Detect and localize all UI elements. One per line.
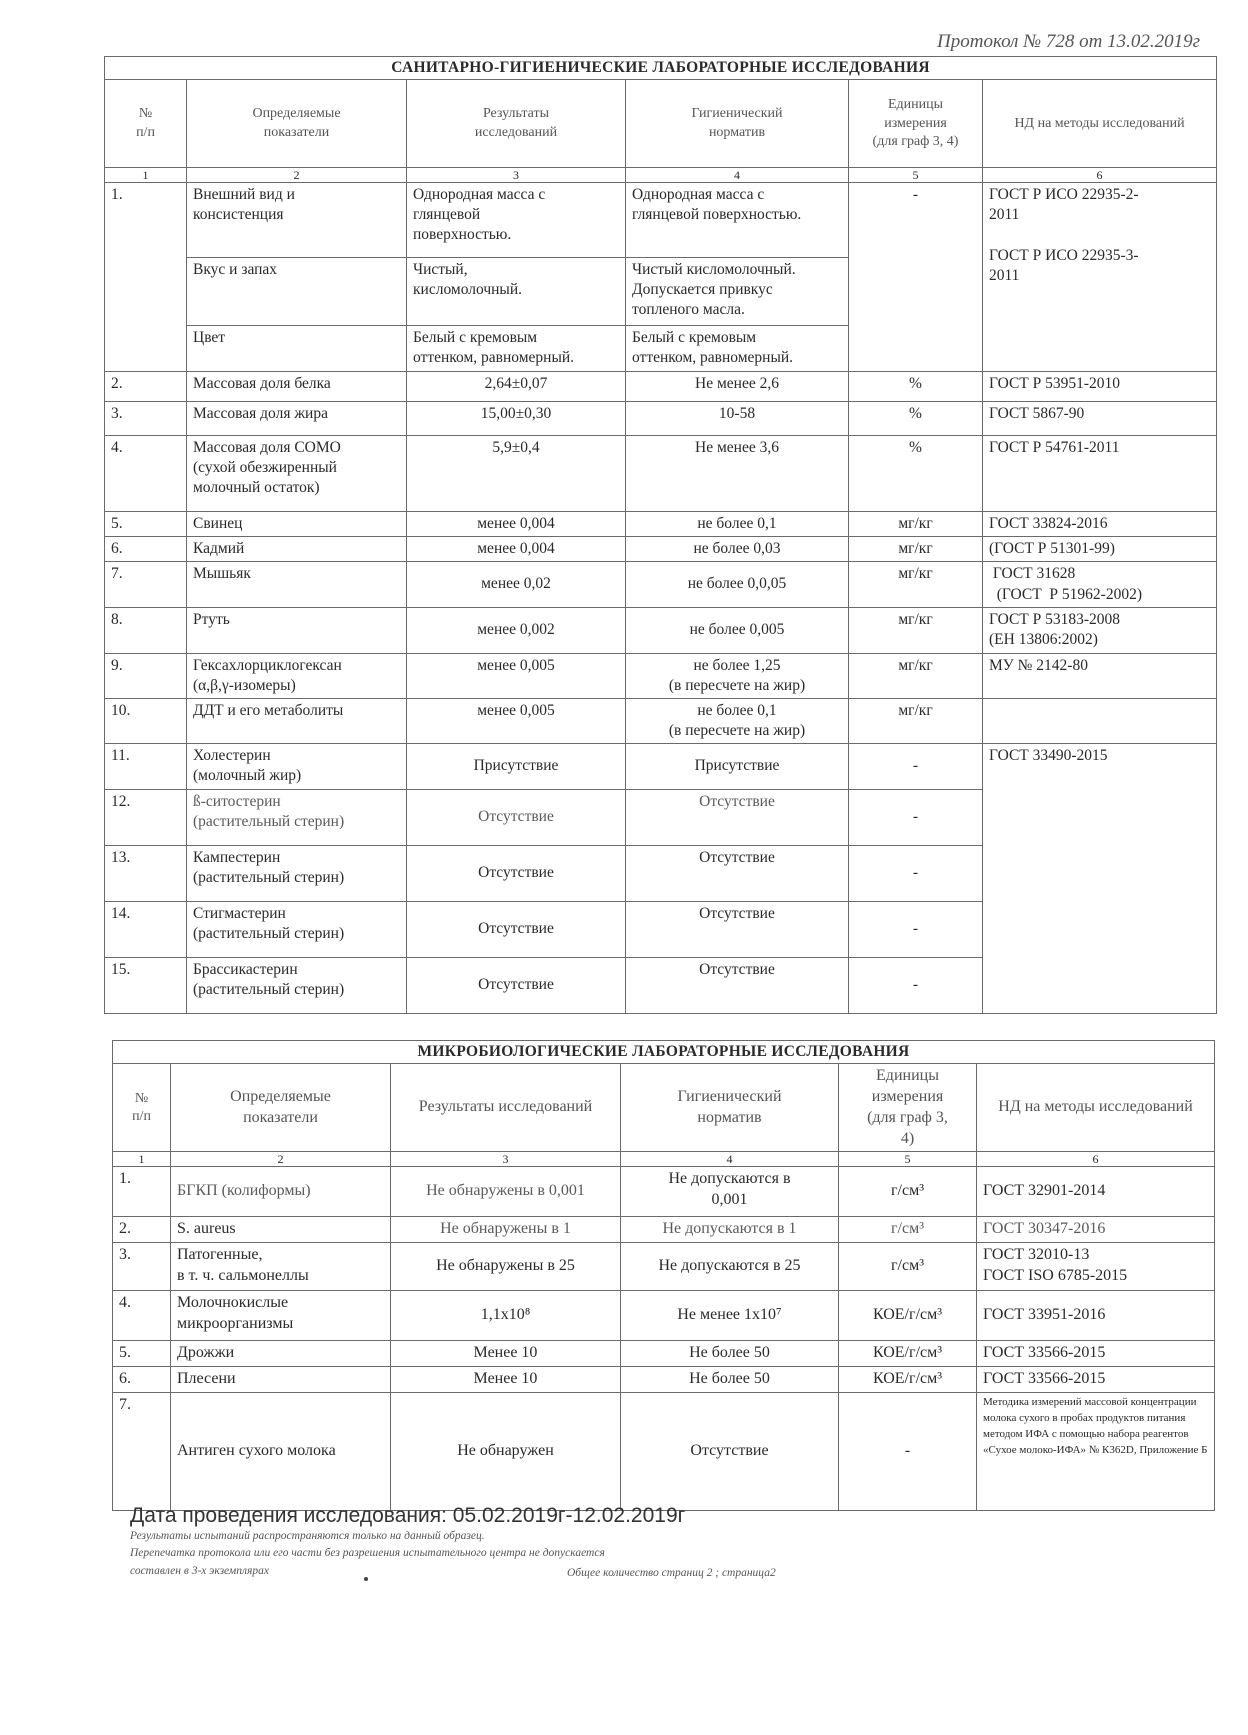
result-cell: Белый с кремовым оттенком, равномерный. (407, 326, 626, 372)
unit-cell: мг/кг (849, 512, 983, 537)
result-cell: менее 0,002 (407, 607, 626, 653)
row-number: 1. (105, 183, 187, 372)
result-cell: Не обнаружены в 0,001 (391, 1167, 621, 1217)
result-cell: менее 0,02 (407, 562, 626, 607)
col-number: 5 (849, 168, 983, 183)
row-number: 11. (105, 744, 187, 789)
indicator-cell: Патогенные, в т. ч. сальмонеллы (171, 1243, 391, 1291)
indicator-cell: Массовая доля белка (187, 372, 407, 402)
unit-cell: - (849, 845, 983, 901)
indicator-cell: Свинец (187, 512, 407, 537)
row-number: 1. (113, 1167, 171, 1217)
unit-cell: - (849, 957, 983, 1013)
row-number: 5. (113, 1341, 171, 1367)
unit-cell: г/см³ (839, 1217, 977, 1243)
col-header-unit: Единицы измерения (для граф 3, 4) (849, 80, 983, 168)
unit-cell: - (849, 744, 983, 789)
unit-cell: мг/кг (849, 698, 983, 743)
col-number: 1 (105, 168, 187, 183)
col-number: 3 (407, 168, 626, 183)
result-cell: Не обнаружен (391, 1392, 621, 1510)
col-header-result: Результаты исследований (407, 80, 626, 168)
sanitary-table (104, 56, 1217, 1014)
row-number: 3. (105, 402, 187, 436)
unit-cell: % (849, 372, 983, 402)
row-number: 2. (105, 372, 187, 402)
unit-cell: мг/кг (849, 653, 983, 698)
method-cell: ГОСТ 33951-2016 (977, 1291, 1215, 1341)
footer-note: составлен в 3-х экземплярах (130, 1564, 269, 1577)
row-number: 7. (105, 562, 187, 607)
norm-cell: 10-58 (626, 402, 849, 436)
row-number: 2. (113, 1217, 171, 1243)
norm-cell: Не допускаются в 25 (621, 1243, 839, 1291)
norm-cell: Не более 50 (621, 1341, 839, 1367)
method-cell: ГОСТ 5867-90 (983, 402, 1217, 436)
norm-cell: не более 0,03 (626, 537, 849, 562)
indicator-cell: Массовая доля жира (187, 402, 407, 436)
norm-cell: не более 0,1 (626, 512, 849, 537)
unit-cell: - (849, 901, 983, 957)
result-cell: менее 0,005 (407, 653, 626, 698)
table-row (105, 607, 1217, 653)
unit-cell: мг/кг (849, 607, 983, 653)
method-cell: ГОСТ 33824-2016 (983, 512, 1217, 537)
method-cell: ГОСТ 32010-13 ГОСТ ISO 6785-2015 (977, 1243, 1215, 1291)
table-row (113, 1167, 1215, 1217)
col-number: 6 (983, 168, 1217, 183)
table-row (105, 698, 1217, 743)
result-cell: Отсутствие (407, 789, 626, 845)
row-number: 7. (113, 1392, 171, 1510)
norm-cell: не более 1,25 (в пересчете на жир) (626, 653, 849, 698)
unit-cell: - (849, 789, 983, 845)
unit-cell: мг/кг (849, 562, 983, 607)
unit-cell: - (839, 1392, 977, 1510)
indicator-cell: S. aureus (171, 1217, 391, 1243)
indicator-cell: ß-ситостерин (растительный стерин) (187, 789, 407, 845)
method-cell: ГОСТ Р 53183-2008 (ЕН 13806:2002) (983, 607, 1217, 653)
result-cell: 1,1x10⁸ (391, 1291, 621, 1341)
protocol-number: Протокол № 728 от 13.02.2019г (937, 31, 1200, 52)
result-cell: Менее 10 (391, 1341, 621, 1367)
research-date: Дата проведения исследования: 05.02.2019г-12.02.2019г (130, 1504, 686, 1527)
table-row (113, 1243, 1215, 1291)
table-row (105, 562, 1217, 607)
col-number: 2 (171, 1152, 391, 1167)
page-count: Общее количество страниц 2 ; страница2 (567, 1567, 776, 1579)
norm-cell: Не менее 3,6 (626, 436, 849, 512)
result-cell: Однородная масса с глянцевой поверхностью. (407, 183, 626, 258)
norm-cell: Отсутствие (626, 845, 849, 901)
unit-cell: % (849, 436, 983, 512)
unit-cell: КОЕ/г/см³ (839, 1291, 977, 1341)
indicator-cell: Гексахлорциклогексан (α,β,γ-изомеры) (187, 653, 407, 698)
col-header-number: № п/п (113, 1064, 171, 1152)
table-row (105, 744, 1217, 789)
method-cell: ГОСТ 33566-2015 (977, 1341, 1215, 1367)
method-cell: МУ № 2142-80 (983, 653, 1217, 698)
unit-cell: г/см³ (839, 1167, 977, 1217)
result-cell: менее 0,005 (407, 698, 626, 743)
indicator-cell: Кампестерин (растительный стерин) (187, 845, 407, 901)
row-number: 4. (113, 1291, 171, 1341)
footer-note: Результаты испытаний распространяются только на данный образец. (130, 1530, 485, 1542)
table-row (113, 1366, 1215, 1392)
table-row (105, 537, 1217, 562)
method-cell: ГОСТ 31628 (ГОСТ Р 51962-2002) (983, 562, 1217, 607)
row-number: 5. (105, 512, 187, 537)
norm-cell: Не допускаются в 0,001 (621, 1167, 839, 1217)
result-cell: Чистый, кисломолочный. (407, 258, 626, 326)
indicator-cell: Дрожжи (171, 1341, 391, 1367)
indicator-cell: Массовая доля СОМО (сухой обезжиренный молочный остаток) (187, 436, 407, 512)
norm-cell: Отсутствие (621, 1392, 839, 1510)
result-cell: менее 0,004 (407, 537, 626, 562)
table-row (113, 1341, 1215, 1367)
sanitary-title: САНИТАРНО-ГИГИЕНИЧЕСКИЕ ЛАБОРАТОРНЫЕ ИССЛЕДОВАНИЯ (105, 57, 1217, 80)
unit-cell: г/см³ (839, 1243, 977, 1291)
result-cell: 15,00±0,30 (407, 402, 626, 436)
indicator-cell: Стигмастерин (растительный стерин) (187, 901, 407, 957)
result-cell: Присутствие (407, 744, 626, 789)
col-header-unit: Единицы измерения (для граф 3, 4) (839, 1064, 977, 1152)
method-cell: ГОСТ 32901-2014 (977, 1167, 1215, 1217)
row-number: 6. (105, 537, 187, 562)
norm-cell: Присутствие (626, 744, 849, 789)
method-cell: ГОСТ 33566-2015 (977, 1366, 1215, 1392)
indicator-cell: Антиген сухого молока (171, 1392, 391, 1510)
table-row (113, 1392, 1215, 1510)
col-number: 4 (621, 1152, 839, 1167)
col-number: 4 (626, 168, 849, 183)
row-number: 15. (105, 957, 187, 1013)
norm-cell: Не допускаются в 1 (621, 1217, 839, 1243)
norm-cell: Отсутствие (626, 901, 849, 957)
row-number: 9. (105, 653, 187, 698)
footer-note: Перепечатка протокола или его части без разрешения испытательного центра не допускается (130, 1547, 605, 1560)
table-row (105, 183, 1217, 258)
result-cell: Отсутствие (407, 845, 626, 901)
scan-speck (364, 1577, 368, 1581)
norm-cell: не более 0,005 (626, 607, 849, 653)
row-number: 6. (113, 1366, 171, 1392)
indicator-cell: Молочнокислые микроорганизмы (171, 1291, 391, 1341)
method-cell: Методика измерений массовой концентрации молока сухого в пробах продуктов питания методом ИФА с помощью набора реагентов «Сухое молоко-ИФА» № К362D, Приложение Б (977, 1392, 1215, 1510)
indicator-cell: Кадмий (187, 537, 407, 562)
row-number: 8. (105, 607, 187, 653)
norm-cell: Чистый кисломолочный. Допускается привкус топленого масла. (626, 258, 849, 326)
table-row (105, 436, 1217, 512)
result-cell: Не обнаружены в 1 (391, 1217, 621, 1243)
method-cell: ГОСТ 30347-2016 (977, 1217, 1215, 1243)
col-number: 1 (113, 1152, 171, 1167)
result-cell: 2,64±0,07 (407, 372, 626, 402)
unit-cell: КОЕ/г/см³ (839, 1341, 977, 1367)
table-row (113, 1291, 1215, 1341)
micro-table (112, 1040, 1215, 1511)
method-cell: ГОСТ Р ИСО 22935-2- 2011 ГОСТ Р ИСО 22935-3- 2011 (983, 183, 1217, 372)
col-number: 5 (839, 1152, 977, 1167)
result-cell: Менее 10 (391, 1366, 621, 1392)
row-number: 4. (105, 436, 187, 512)
table-row (105, 512, 1217, 537)
indicator-cell: Брассикастерин (растительный стерин) (187, 957, 407, 1013)
col-header-norm: Гигиенический норматив (626, 80, 849, 168)
norm-cell: Отсутствие (626, 789, 849, 845)
unit-cell: % (849, 402, 983, 436)
indicator-cell: Ртуть (187, 607, 407, 653)
method-cell: (ГОСТ Р 51301-99) (983, 537, 1217, 562)
col-header-method: НД на методы исследований (977, 1064, 1215, 1152)
unit-cell: мг/кг (849, 537, 983, 562)
unit-cell: - (849, 183, 983, 372)
col-number: 3 (391, 1152, 621, 1167)
col-header-result: Результаты исследований (391, 1064, 621, 1152)
method-cell: ГОСТ 33490-2015 (983, 744, 1217, 1013)
indicator-cell: Мышьяк (187, 562, 407, 607)
table-row (105, 372, 1217, 402)
result-cell: Отсутствие (407, 957, 626, 1013)
result-cell: менее 0,004 (407, 512, 626, 537)
norm-cell: Однородная масса с глянцевой поверхностью. (626, 183, 849, 258)
col-number: 6 (977, 1152, 1215, 1167)
row-number: 10. (105, 698, 187, 743)
col-number: 2 (187, 168, 407, 183)
norm-cell: Не менее 2,6 (626, 372, 849, 402)
indicator-cell: Холестерин (молочный жир) (187, 744, 407, 789)
col-header-method: НД на методы исследований (983, 80, 1217, 168)
unit-cell: КОЕ/г/см³ (839, 1366, 977, 1392)
row-number: 14. (105, 901, 187, 957)
indicator-cell: ДДТ и его метаболиты (187, 698, 407, 743)
table-row (113, 1217, 1215, 1243)
norm-cell: не более 0,0,05 (626, 562, 849, 607)
row-number: 12. (105, 789, 187, 845)
col-header-norm: Гигиенический норматив (621, 1064, 839, 1152)
col-header-number: № п/п (105, 80, 187, 168)
table-row (105, 402, 1217, 436)
indicator-cell: Плесени (171, 1366, 391, 1392)
norm-cell: Белый с кремовым оттенком, равномерный. (626, 326, 849, 372)
result-cell: Отсутствие (407, 901, 626, 957)
method-cell: ГОСТ Р 53951-2010 (983, 372, 1217, 402)
method-cell (983, 698, 1217, 743)
norm-cell: Не более 50 (621, 1366, 839, 1392)
norm-cell: Отсутствие (626, 957, 849, 1013)
method-cell: ГОСТ Р 54761-2011 (983, 436, 1217, 512)
result-cell: 5,9±0,4 (407, 436, 626, 512)
row-number: 13. (105, 845, 187, 901)
row-number: 3. (113, 1243, 171, 1291)
col-header-indicator: Определяемые показатели (171, 1064, 391, 1152)
result-cell: Не обнаружены в 25 (391, 1243, 621, 1291)
indicator-cell: Внешний вид и консистенция (187, 183, 407, 258)
micro-title: МИКРОБИОЛОГИЧЕСКИЕ ЛАБОРАТОРНЫЕ ИССЛЕДОВАНИЯ (113, 1041, 1215, 1064)
indicator-cell: Цвет (187, 326, 407, 372)
norm-cell: Не менее 1x10⁷ (621, 1291, 839, 1341)
col-header-indicator: Определяемые показатели (187, 80, 407, 168)
norm-cell: не более 0,1 (в пересчете на жир) (626, 698, 849, 743)
indicator-cell: Вкус и запах (187, 258, 407, 326)
table-row (105, 653, 1217, 698)
indicator-cell: БГКП (колиформы) (171, 1167, 391, 1217)
